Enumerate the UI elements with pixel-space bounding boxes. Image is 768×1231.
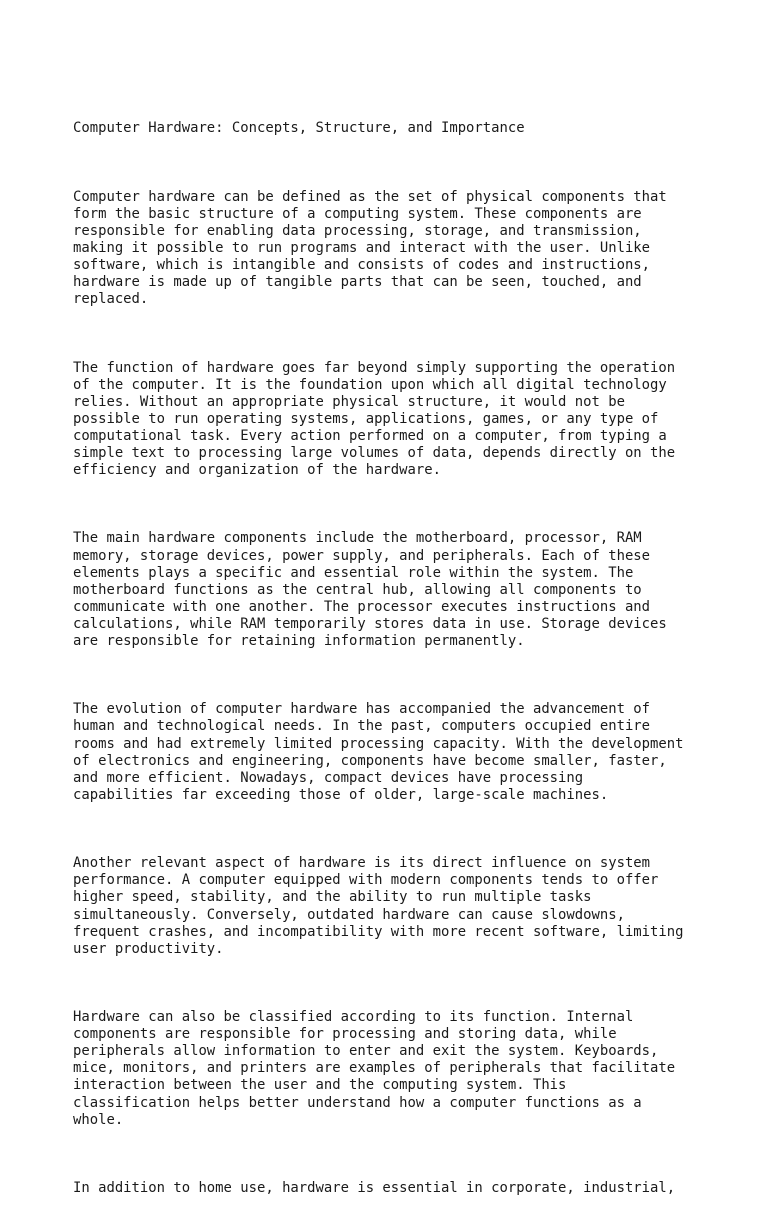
paragraph-2: The function of hardware goes far beyond simply supporting the operation of the computer. It is the foundation upon which all digital technology relies. Without an appropriate physical structure, it would not be possible to run operating systems, applications, games, or any type of computational task. Every action performed on a computer, from typing a simple text to processing large volumes of data, depends directly on the efficiency and organization of the hardware. <box>73 359 676 479</box>
paragraph-6: Hardware can also be classified according to its function. Internal components are responsible for processing and storing data, while peripherals allow information to enter and exit the system. Keyboards, mice, monitors, and printers are examples of peripherals that facilitate interaction between the user and the computing system. This classification helps better understand how a computer functions as a whole. <box>73 1009 676 1128</box>
paragraph-4: The evolution of computer hardware has accompanied the advancement of human and technological needs. In the past, computers occupied entire rooms and had extremely limited processing capacity. With the development of electronics and engineering, components have become smaller, faster, and more efficient. Nowadays, compact devices have processing capabilities far exceeding those of older, large-scale machines. <box>73 701 684 803</box>
paragraph-1: Computer hardware can be defined as the set of physical components that form the basic structure of a computing system. These components are responsible for enabling data processing, storage, and transmission, making it possible to run programs and interact with the user. Unlike software, which is intangible and consists of codes and instructions, hardware is made up of tangible parts that can be seen, touched, and replaced. <box>73 188 667 308</box>
paragraph-7: In addition to home use, hardware is essential in corporate, industrial, <box>73 1180 676 1196</box>
paragraph-3: The main hardware components include the motherboard, processor, RAM memory, storage devices, power supply, and peripherals. Each of these elements plays a specific and essential role within the system. The motherboard functions as the central hub, allowing all components to communicate with one another. The processor executes instructions and calculations, while RAM temporarily stores data in use. Storage devices are responsible for retaining information permanently. <box>73 530 667 649</box>
paragraph-5: Another relevant aspect of hardware is its direct influence on system performance. A computer equipped with modern components tends to offer higher speed, stability, and the ability to run multiple tasks simultaneously. Conversely, outdated hardware can cause slowdowns, frequent crashes, and incompatibility with more recent software, limiting user productivity. <box>73 855 684 957</box>
document-title: Computer Hardware: Concepts, Structure, and Importance <box>73 120 525 137</box>
